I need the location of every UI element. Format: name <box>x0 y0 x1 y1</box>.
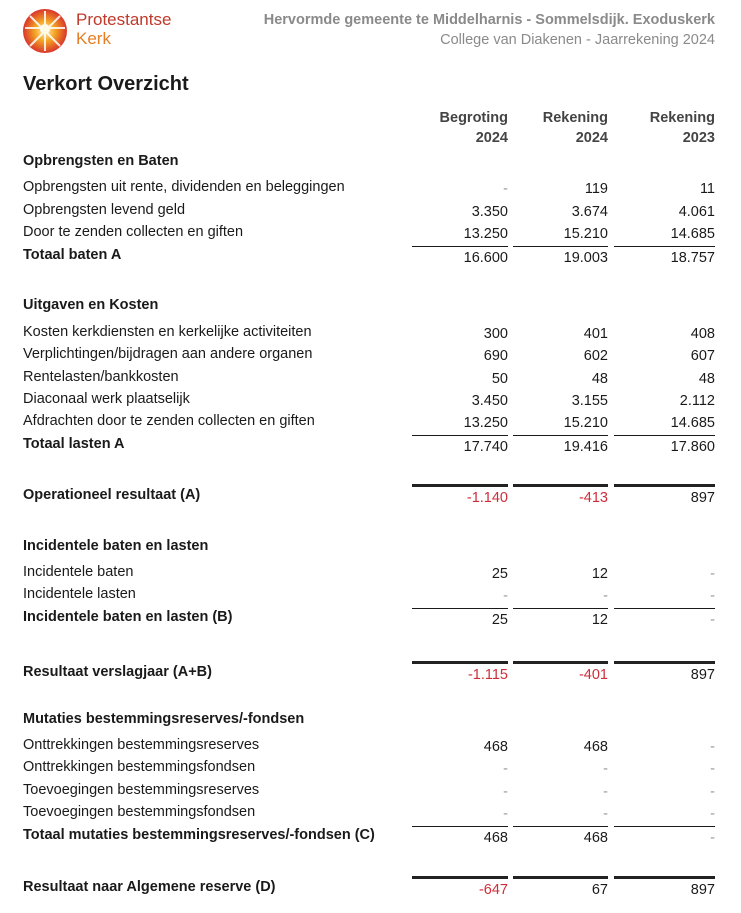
row-label-diaconaal-werk-plaatselijk: Diaconaal werk plaatselijk <box>23 391 190 407</box>
cell-value: - <box>710 612 715 628</box>
table-row <box>0 734 741 756</box>
cell-value: 15.210 <box>563 415 608 431</box>
total-row <box>0 433 741 455</box>
section-heading <box>0 150 741 172</box>
cell-value: 408 <box>690 326 715 342</box>
cell-value: 50 <box>491 371 508 387</box>
cell-value: 12 <box>591 566 608 582</box>
cell-value: -413 <box>578 490 608 506</box>
cell-value: - <box>503 784 508 800</box>
total-rule <box>614 246 715 247</box>
cell-value: 25 <box>491 612 508 628</box>
result-rule <box>412 876 508 879</box>
result-rule <box>513 661 608 664</box>
organization-name: Hervormde gemeente te Middelharnis - Sommelsdijk. Exoduskerk <box>263 12 715 28</box>
brand-line-1: Protestantse <box>76 10 172 29</box>
total-row <box>0 244 741 266</box>
row-label-kosten-kerkdiensten-en-kerkelijke-activiteiten: Kosten kerkdiensten en kerkelijke activiteiten <box>23 324 312 340</box>
cell-value: 602 <box>583 348 608 364</box>
row-label-resultaat-verslagjaar-a-b: Resultaat verslagjaar (A+B) <box>23 664 212 680</box>
column-header-begroting-2024: Begroting 2024 <box>439 110 508 146</box>
table-row <box>0 801 741 823</box>
row-label-afdrachten-door-te-zenden-collecten-en-giften: Afdrachten door te zenden collecten en giften <box>23 413 315 429</box>
result-rule <box>614 484 715 487</box>
row-label-verplichtingen-bijdragen-aan-andere-organen: Verplichtingen/bijdragen aan andere organen <box>23 346 313 362</box>
table-row <box>0 176 741 198</box>
cell-value: - <box>503 761 508 777</box>
cell-value: 3.450 <box>471 393 508 409</box>
total-rule <box>513 826 608 827</box>
result-rule <box>513 876 608 879</box>
cell-value: - <box>710 830 715 846</box>
row-label-rentelasten-bankkosten: Rentelasten/bankkosten <box>23 369 179 385</box>
row-label-opbrengsten-en-baten: Opbrengsten en Baten <box>23 153 179 169</box>
cell-value: 468 <box>483 739 508 755</box>
total-row <box>0 824 741 846</box>
cell-value: 18.757 <box>670 250 715 266</box>
cell-value: - <box>710 806 715 822</box>
cell-value: 13.250 <box>463 226 508 242</box>
row-label-onttrekkingen-bestemmingsfondsen: Onttrekkingen bestemmingsfondsen <box>23 759 256 775</box>
table-row <box>0 199 741 221</box>
cell-value: 19.416 <box>563 439 608 455</box>
result-rule <box>614 661 715 664</box>
section-heading <box>0 708 741 730</box>
row-label-opbrengsten-levend-geld: Opbrengsten levend geld <box>23 202 186 218</box>
cell-value: 48 <box>591 371 608 387</box>
row-label-mutaties-bestemmingsreserves-fondsen: Mutaties bestemmingsreserves/-fondsen <box>23 711 305 727</box>
total-rule <box>412 608 508 609</box>
cell-value: 468 <box>583 830 608 846</box>
cell-value: -401 <box>578 667 608 683</box>
table-row <box>0 388 741 410</box>
cell-value: 3.674 <box>571 204 608 220</box>
row-label-onttrekkingen-bestemmingsreserves: Onttrekkingen bestemmingsreserves <box>23 737 260 753</box>
row-label-resultaat-naar-algemene-reserve-d: Resultaat naar Algemene reserve (D) <box>23 879 276 895</box>
cell-value: - <box>503 588 508 604</box>
cell-value: 16.600 <box>463 250 508 266</box>
total-row <box>0 606 741 628</box>
result-row <box>0 876 741 898</box>
cell-value: 19.003 <box>563 250 608 266</box>
cell-value: -647 <box>478 882 508 898</box>
table-row <box>0 756 741 778</box>
total-rule <box>614 826 715 827</box>
row-label-uitgaven-en-kosten: Uitgaven en Kosten <box>23 297 159 313</box>
row-label-incidentele-lasten: Incidentele lasten <box>23 586 136 602</box>
result-row <box>0 661 741 683</box>
cell-value: 15.210 <box>563 226 608 242</box>
cell-value: 607 <box>690 348 715 364</box>
total-rule <box>412 246 508 247</box>
cell-value: 468 <box>583 739 608 755</box>
total-rule <box>614 435 715 436</box>
cell-value: 4.061 <box>678 204 715 220</box>
cell-value: -1.140 <box>466 490 508 506</box>
result-rule <box>412 661 508 664</box>
protestantse-kerk-logo <box>22 8 68 54</box>
table-row <box>0 321 741 343</box>
total-rule <box>412 826 508 827</box>
cell-value: 897 <box>690 490 715 506</box>
table-row <box>0 221 741 243</box>
result-rule <box>513 484 608 487</box>
section-heading <box>0 294 741 316</box>
section-heading <box>0 535 741 557</box>
cell-value: -1.115 <box>467 667 508 683</box>
cell-value: - <box>503 806 508 822</box>
row-label-toevoegingen-bestemmingsreserves: Toevoegingen bestemmingsreserves <box>23 782 260 798</box>
row-label-operationeel-resultaat-a: Operationeel resultaat (A) <box>23 487 201 503</box>
row-label-incidentele-baten-en-lasten: Incidentele baten en lasten <box>23 538 209 554</box>
cell-value: 2.112 <box>679 393 715 409</box>
cell-value: 48 <box>698 371 715 387</box>
cell-value: 25 <box>491 566 508 582</box>
cell-value: 11 <box>699 181 715 197</box>
table-row <box>0 343 741 365</box>
row-label-opbrengsten-uit-rente-dividenden-en-beleggingen: Opbrengsten uit rente, dividenden en beleggingen <box>23 179 345 195</box>
cell-value: - <box>603 761 608 777</box>
cell-value: 690 <box>483 348 508 364</box>
cell-value: 897 <box>690 667 715 683</box>
cell-value: 300 <box>483 326 508 342</box>
document-header <box>264 10 715 50</box>
table-row <box>0 779 741 801</box>
cell-value: 119 <box>584 181 608 197</box>
table-row <box>0 366 741 388</box>
total-rule <box>513 435 608 436</box>
cell-value: - <box>503 181 508 197</box>
cell-value: 13.250 <box>463 415 508 431</box>
row-label-totaal-baten-a: Totaal baten A <box>23 247 122 263</box>
cell-value: 3.350 <box>471 204 508 220</box>
cell-value: 17.740 <box>463 439 508 455</box>
cell-value: 12 <box>591 612 608 628</box>
cell-value: 401 <box>583 326 608 342</box>
row-label-toevoegingen-bestemmingsfondsen: Toevoegingen bestemmingsfondsen <box>23 804 256 820</box>
cell-value: 3.155 <box>571 393 608 409</box>
total-rule <box>513 608 608 609</box>
cell-value: - <box>603 806 608 822</box>
cell-value: - <box>710 761 715 777</box>
cell-value: 897 <box>690 882 715 898</box>
result-rule <box>614 876 715 879</box>
cell-value: - <box>710 566 715 582</box>
cell-value: - <box>603 588 608 604</box>
brand-name <box>76 10 171 48</box>
cell-value: - <box>710 739 715 755</box>
total-rule <box>614 608 715 609</box>
table-row <box>0 561 741 583</box>
page-title: Verkort Overzicht <box>23 73 189 95</box>
table-row <box>0 583 741 605</box>
cell-value: - <box>603 784 608 800</box>
total-rule <box>412 435 508 436</box>
row-label-incidentele-baten-en-lasten-b: Incidentele baten en lasten (B) <box>23 609 233 625</box>
column-header-rekening-2024: Rekening 2024 <box>542 110 608 146</box>
brand-line-2: Kerk <box>76 29 111 48</box>
document-subtitle: College van Diakenen - Jaarrekening 2024 <box>440 32 715 48</box>
cell-value: 14.685 <box>670 226 715 242</box>
row-label-totaal-mutaties-bestemmingsreserves-fondsen-c: Totaal mutaties bestemmingsreserves/-fondsen (C) <box>23 827 375 843</box>
cell-value: 14.685 <box>670 415 715 431</box>
cell-value: 468 <box>483 830 508 846</box>
cell-value: - <box>710 784 715 800</box>
result-rule <box>412 484 508 487</box>
cell-value: 17.860 <box>670 439 715 455</box>
row-label-door-te-zenden-collecten-en-giften: Door te zenden collecten en giften <box>23 224 244 240</box>
row-label-incidentele-baten: Incidentele baten <box>23 564 134 580</box>
row-label-totaal-lasten-a: Totaal lasten A <box>23 436 125 452</box>
column-header-rekening-2023: Rekening 2023 <box>649 110 715 146</box>
result-row <box>0 484 741 506</box>
table-row <box>0 410 741 432</box>
cell-value: 67 <box>591 882 608 898</box>
total-rule <box>513 246 608 247</box>
cell-value: - <box>710 588 715 604</box>
